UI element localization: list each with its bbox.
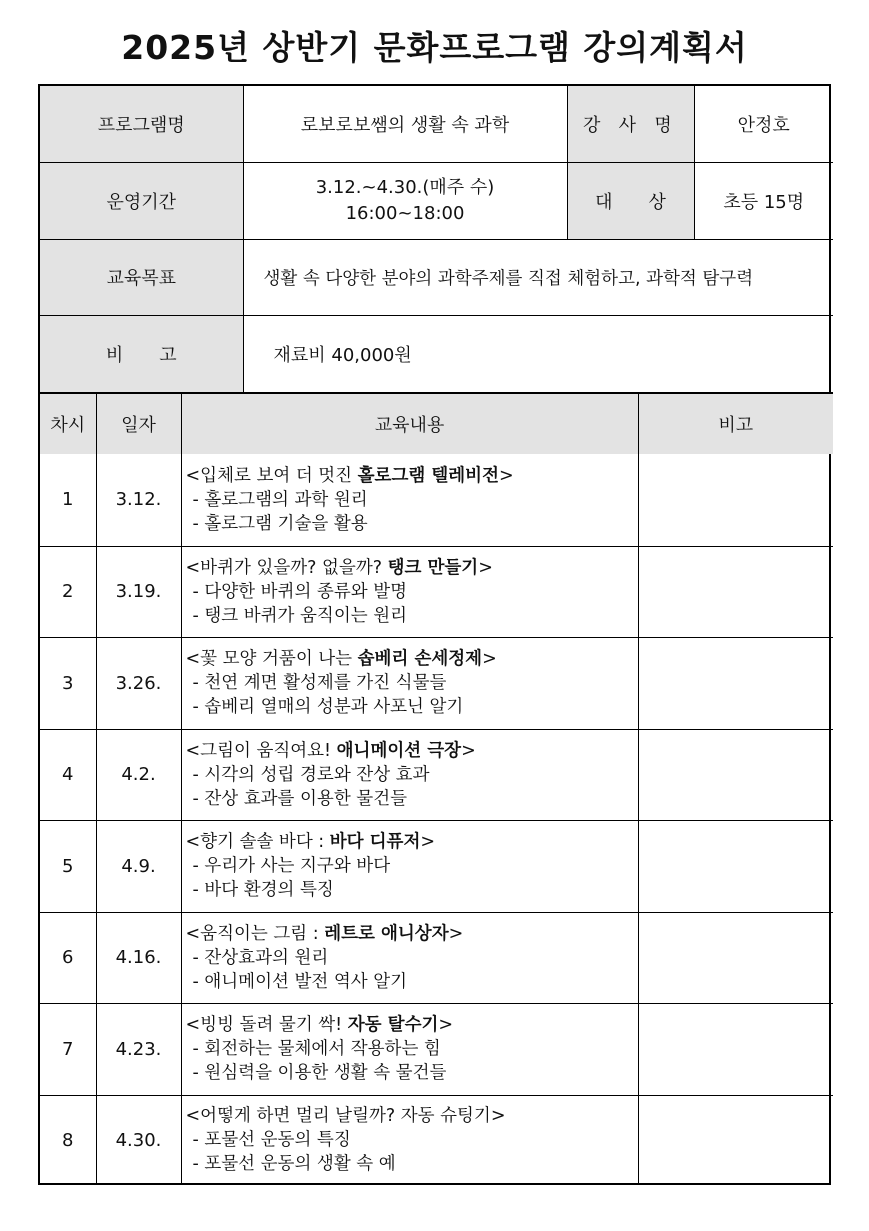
session-topic	[186, 556, 638, 580]
session-number: 2	[40, 546, 96, 637]
schedule-table	[40, 392, 833, 1185]
session-note	[638, 1003, 833, 1095]
topic-prefix: <빙빙 돌려 물기 싹!	[185, 1015, 348, 1035]
session-note	[638, 454, 833, 546]
topic-prefix: <입체로 보여 더 멋진	[185, 465, 358, 486]
session-number: 4	[40, 729, 96, 820]
session-topic	[186, 647, 638, 671]
topic-prefix: <움직이는 그림 :	[185, 923, 325, 944]
topic-suffix: >	[482, 649, 497, 669]
program-name-value: 로보로보쌤의 생활 속 과학	[243, 86, 567, 162]
topic-prefix: <향기 솔솔 바다 :	[185, 832, 330, 852]
topic-highlight: 홀로그램 텔레비전	[357, 465, 499, 486]
table-row	[40, 729, 833, 820]
content-point: - 홀로그램의 과학 원리	[192, 489, 368, 510]
session-date: 3.26.	[96, 637, 181, 729]
session-topic	[186, 739, 638, 763]
session-date: 4.30.	[96, 1095, 181, 1185]
content-point: - 회전하는 물체에서 작용하는 힘	[192, 1039, 441, 1059]
note-value: 재료비 40,000원	[243, 315, 833, 392]
program-info-table	[40, 86, 833, 392]
target-value: 초등 15명	[694, 162, 833, 239]
page-title: 2025년 상반기 문화프로그램 강의계획서	[121, 28, 748, 67]
target-label: 대 상	[567, 162, 694, 239]
topic-suffix: >	[448, 923, 464, 944]
topic-prefix: <바퀴가 있을까? 없을까?	[185, 557, 388, 578]
session-date: 4.16.	[96, 912, 181, 1003]
content-point: - 탱크 바퀴가 움직이는 원리	[192, 605, 408, 626]
topic-highlight: 애니메이션 극장	[336, 740, 462, 761]
session-content	[181, 1003, 638, 1095]
content-point: - 다양한 바퀴의 종류와 발명	[192, 581, 408, 602]
period-label: 운영기간	[40, 162, 243, 239]
table-row	[40, 912, 833, 1003]
session-topic	[186, 1013, 638, 1037]
plan-document	[38, 84, 831, 1185]
session-content	[181, 912, 638, 1003]
session-note	[638, 912, 833, 1003]
topic-highlight: 바다 디퓨저	[329, 832, 421, 852]
session-number: 5	[40, 820, 96, 912]
content-point: - 포물선 운동의 특징	[192, 1130, 351, 1151]
session-number: 3	[40, 637, 96, 729]
session-note	[638, 1095, 833, 1185]
table-row	[40, 546, 833, 637]
session-date: 3.12.	[96, 454, 181, 546]
period-value	[243, 162, 567, 239]
period-time: 16:00~18:00	[345, 202, 465, 224]
session-content	[181, 637, 638, 729]
note-header: 비고	[638, 393, 833, 454]
topic-highlight: 자동 탈수기	[347, 1015, 439, 1035]
session-header: 차시	[40, 393, 96, 454]
goal-value: 생활 속 다양한 분야의 과학주제를 직접 체험하고, 과학적 탐구력	[243, 239, 833, 315]
content-point: - 포물선 운동의 생활 속 예	[192, 1154, 396, 1175]
session-topic	[186, 1104, 638, 1128]
session-note	[638, 729, 833, 820]
table-row	[40, 454, 833, 546]
program-name-label: 프로그램명	[40, 86, 243, 162]
topic-highlight: 레트로 애니상자	[324, 923, 449, 944]
period-dates: 3.12.~4.30.(매주 수)	[315, 176, 495, 198]
session-content	[181, 546, 638, 637]
content-header: 교육내용	[181, 393, 638, 454]
session-note	[638, 546, 833, 637]
topic-highlight: 탱크 만들기	[387, 557, 479, 578]
session-date: 4.23.	[96, 1003, 181, 1095]
session-date: 4.9.	[96, 820, 181, 912]
topic-prefix: <어떻게 하면 멀리 날릴까? 자동 슈팅기>	[185, 1106, 506, 1127]
session-number: 8	[40, 1095, 96, 1185]
topic-suffix: >	[461, 740, 476, 761]
session-content	[181, 454, 638, 546]
topic-suffix: >	[438, 1015, 454, 1035]
topic-prefix: <그림이 움직여요!	[185, 740, 337, 761]
instructor-value: 안정호	[694, 86, 833, 162]
session-content	[181, 1095, 638, 1185]
session-date: 4.2.	[96, 729, 181, 820]
content-point: - 바다 환경의 특징	[192, 880, 334, 900]
table-row	[40, 637, 833, 729]
goal-label: 교육목표	[40, 239, 243, 315]
instructor-label: 강 사 명	[567, 86, 694, 162]
session-topic	[186, 830, 638, 854]
content-point: - 우리가 사는 지구와 바다	[192, 856, 391, 876]
schedule-rows	[40, 454, 833, 1185]
session-note	[638, 637, 833, 729]
content-point: - 솝베리 열매의 성분과 사포닌 알기	[192, 697, 464, 717]
table-row	[40, 820, 833, 912]
session-content	[181, 729, 638, 820]
table-row	[40, 1095, 833, 1185]
content-point: - 천연 계면 활성제를 가진 식물들	[192, 673, 447, 693]
content-point: - 원심력을 이용한 생활 속 물건들	[192, 1063, 447, 1083]
session-topic	[186, 464, 638, 488]
content-point: - 시각의 성립 경로와 잔상 효과	[192, 764, 430, 785]
topic-suffix: >	[478, 557, 493, 578]
session-number: 6	[40, 912, 96, 1003]
session-note	[638, 820, 833, 912]
session-date: 3.19.	[96, 546, 181, 637]
content-point: - 잔상효과의 원리	[192, 947, 329, 968]
session-topic	[186, 922, 638, 946]
topic-suffix: >	[420, 832, 436, 852]
topic-prefix: <꽃 모양 거품이 나는	[185, 649, 358, 669]
content-point: - 애니메이션 발전 역사 알기	[192, 971, 408, 992]
note-label: 비 고	[40, 315, 243, 392]
date-header: 일자	[96, 393, 181, 454]
session-number: 7	[40, 1003, 96, 1095]
topic-highlight: 솝베리 손세정제	[357, 649, 483, 669]
session-content	[181, 820, 638, 912]
content-point: - 잔상 효과를 이용한 물건들	[192, 788, 408, 809]
content-point: - 홀로그램 기술을 활용	[192, 513, 368, 534]
session-number: 1	[40, 454, 96, 546]
topic-suffix: >	[499, 465, 514, 486]
table-row	[40, 1003, 833, 1095]
